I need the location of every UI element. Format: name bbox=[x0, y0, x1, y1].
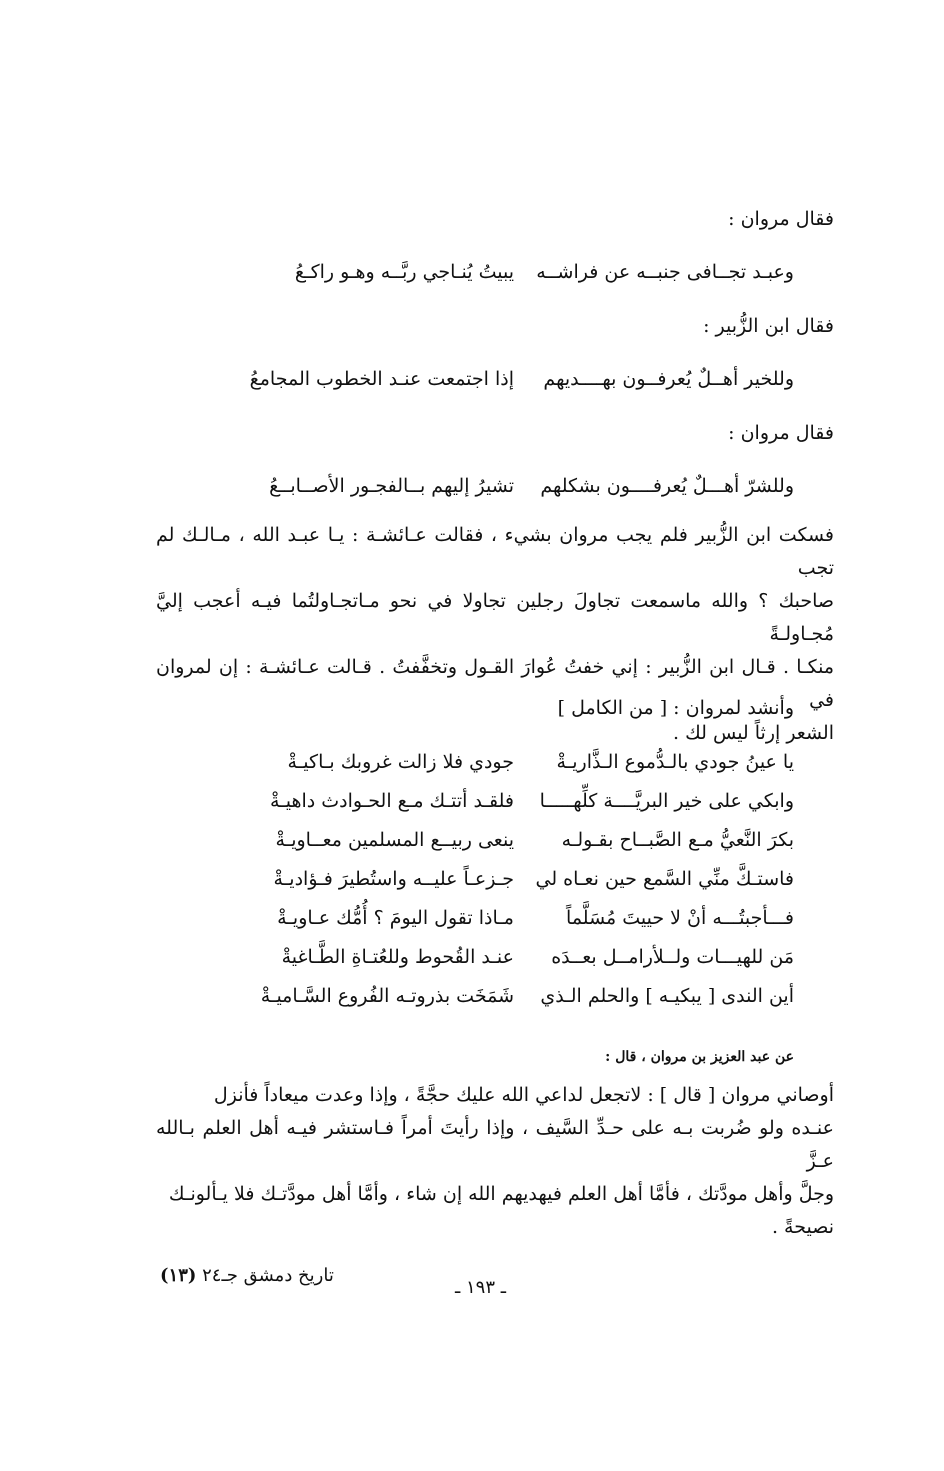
verse-first-hemistich: فاستـكَّ منِّي السَّمع حين نعـاه لي bbox=[535, 868, 794, 890]
paragraph-line: منكـا . قـال ابن الزُّبير : إني خفتُ عُوارَ القـول وتخفَّفتُ . قـالت عـائشـة : إن لمروان في bbox=[156, 656, 834, 711]
verse-first-hemistich: وابكي على خير البريَّــــة كلِّهـــــا bbox=[539, 790, 794, 812]
verse-second-hemistich: جودي فلا زالت غروبك بـاكيـةْ bbox=[287, 751, 514, 773]
paragraph-line: الشعر إرثاً ليس لك . bbox=[673, 722, 834, 744]
section-heading: عن عبد العزيز بن مروان ، قال : bbox=[605, 1049, 794, 1065]
speaker-line: فقال مروان : bbox=[728, 422, 834, 444]
verse-second-hemistich: ينعى ربيــع المسلمين معــاويـةْ bbox=[275, 829, 514, 851]
verse-second-hemistich: جـزعـاً عليــه واستُطيرَ فـؤاديـةْ bbox=[273, 868, 514, 890]
verse-first-hemistich: وللشرّ أهـــلٌ يُعرفــــون بشكلهم bbox=[540, 475, 794, 497]
verse-second-hemistich: عنـد القُحوط وللعُتـاةِ الطَّـاغيةْ bbox=[281, 946, 514, 968]
verse-second-hemistich: فلقـد أتتـك مـع الحـوادث داهيـةْ bbox=[269, 790, 514, 812]
verse-line bbox=[174, 981, 834, 1011]
verse-line bbox=[174, 471, 834, 501]
verse-first-hemistich: أين الندى [ يبكيـه ] والحلم الـذي bbox=[540, 985, 794, 1007]
verse-first-hemistich: بكرَ النَّعيُّ مـع الصَّبــاح بقـولـه bbox=[561, 829, 794, 851]
paragraph-line: عنـده ولو ضُربت بـه على حـدِّ السَّيف ، وإذا رأيتَ أمراً فـاستشر فيـه أهل العلم بـالله عـزَّ bbox=[156, 1117, 834, 1172]
verse-first-hemistich: وللخير أهــلٌ يُعرفــون بهــــديهم bbox=[543, 368, 794, 390]
paragraph-line: نصيحةً . bbox=[771, 1216, 834, 1238]
volume-number: (١٣) bbox=[160, 1265, 197, 1286]
verse-second-hemistich: مـاذا تقول اليومَ ؟ أُمُّك عـاويـةْ bbox=[277, 907, 514, 929]
speaker-line: فقال ابن الزُّبير : bbox=[703, 315, 834, 337]
verse-line bbox=[174, 364, 834, 394]
verse-first-hemistich: مَن للهيـــات ولــلأرامــل بعــدَه bbox=[551, 946, 794, 968]
verse-line bbox=[174, 786, 834, 816]
paragraph-line: أوصاني مروان [ قال ] : لاتجعل لداعي الله عليك حجَّةً ، وإذا وعدت ميعاداً فأنزل bbox=[213, 1084, 834, 1106]
page-number: ـ ١٩٣ ـ bbox=[455, 1277, 507, 1298]
verse-second-hemistich: شَمَخَت بذروتـه الفُروع السَّـاميـةْ bbox=[260, 985, 514, 1007]
verse-second-hemistich: تشيرُ إليهم بــالفجـور الأصــابــعُ bbox=[269, 475, 514, 497]
verse-line bbox=[174, 903, 834, 933]
page-footer bbox=[0, 1265, 944, 1305]
verse-line bbox=[174, 825, 834, 855]
verse-line bbox=[174, 864, 834, 894]
paragraph-line: صاحبك ؟ والله ماسمعت تجاولَ رجلين تجاولا في نحو مـاتجـاولتُما فيـه أعجب إليَّ مُجـاولـةً bbox=[156, 590, 834, 645]
book-title: تاريخ دمشق جـ٢٤ bbox=[202, 1265, 334, 1286]
verse-first-hemistich: فـــأجبتُـــه أنْ لا حييتَ مُسَلَّماً bbox=[566, 907, 794, 929]
speaker-line: فقال مروان : bbox=[728, 208, 834, 230]
verse-line bbox=[174, 942, 834, 972]
paragraph bbox=[156, 1079, 834, 1244]
verse-line bbox=[174, 257, 834, 287]
verse-first-hemistich: وعبـد تجــافى جنبــه عن فراشــه bbox=[536, 261, 794, 283]
book-reference bbox=[160, 1265, 334, 1286]
verse-second-hemistich: إذا اجتمعت عنـد الخطوب المجامعُ bbox=[249, 368, 514, 390]
paragraph-line: فسكت ابن الزُّبير فلم يجب مروان بشيء ، فقالت عـائشـة : يـا عبـد الله ، مـالـك لم تجب bbox=[156, 524, 834, 579]
verse-line bbox=[174, 747, 834, 777]
paragraph-line: وجلَّ وأهل مودَّتك ، فأمَّا أهل العلم فيهديهم الله إن شاء ، وأمَّا أهل مودَّتـك فلا يـألونـك bbox=[168, 1183, 834, 1205]
verse-first-hemistich: يا عينُ جودي بالـدُّموع الـذَّاريـةْ bbox=[556, 751, 794, 773]
poem-intro: وأنشد لمروان : [ من الكامل ] bbox=[557, 697, 794, 719]
verse-second-hemistich: يبيتُ يُنـاجي ربَّــه وهـو راكـعُ bbox=[294, 261, 514, 283]
